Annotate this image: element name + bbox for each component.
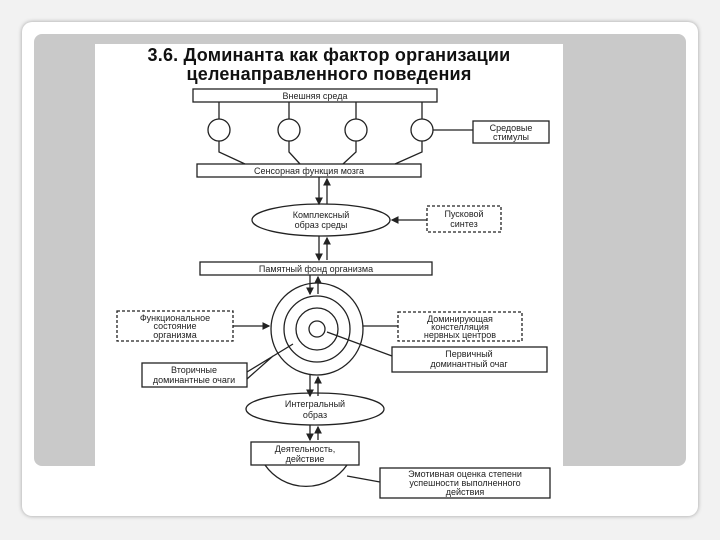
activity-label-2: действие bbox=[285, 454, 325, 464]
dominant-label-3: нервных центров bbox=[423, 330, 497, 340]
functional-label-2: состояние bbox=[153, 321, 197, 331]
dominant-core bbox=[309, 321, 325, 337]
memory-label: Памятный фонд организма bbox=[258, 264, 374, 274]
integral-image-ellipse bbox=[246, 393, 384, 425]
activity-label-1: Деятельность, bbox=[274, 444, 336, 454]
complex-image-label-2: образ среды bbox=[294, 220, 348, 230]
stimuli-label-2: стимулы bbox=[493, 132, 529, 142]
complex-image-label-1: Комплексный bbox=[292, 210, 350, 220]
functional-label-1: Функциональное bbox=[139, 313, 211, 323]
integral-label-2: образ bbox=[302, 410, 328, 420]
external-env-label: Внешняя среда bbox=[282, 91, 348, 101]
stimulus-circle-4 bbox=[411, 119, 433, 141]
dominant-diagram bbox=[95, 44, 563, 497]
emotion-label-3: действия bbox=[445, 487, 485, 497]
dominant-ring-3 bbox=[296, 308, 338, 350]
stimuli-label-1: Средовые bbox=[489, 123, 533, 133]
stimulus-circle-3 bbox=[345, 119, 367, 141]
dominant-label-2: констелляция bbox=[431, 322, 489, 332]
primary-label-1: Первичный bbox=[445, 349, 493, 359]
title-line-1: 3.6. Доминанта как фактор организации bbox=[147, 45, 511, 65]
secondary-label-2: доминантные очаги bbox=[152, 375, 236, 385]
sensory-label: Сенсорная функция мозга bbox=[253, 166, 365, 176]
dominant-ring-2 bbox=[284, 296, 350, 362]
dominant-label-1: Доминирующая bbox=[427, 314, 493, 324]
secondary-label-1: Вторичные bbox=[171, 365, 217, 375]
primary-label-2: доминантный очаг bbox=[430, 359, 508, 369]
slide-frame bbox=[22, 22, 698, 516]
title-line-2: целенаправленного поведения bbox=[186, 64, 472, 84]
stimulus-circle-1 bbox=[208, 119, 230, 141]
integral-label-1: Интегральный bbox=[284, 399, 346, 409]
emotion-label-1: Эмотивная оценка степени bbox=[408, 469, 522, 479]
feedback-arc bbox=[265, 465, 347, 486]
emotion-label-2: успешности выполненного bbox=[409, 478, 521, 488]
stimulus-circle-2 bbox=[278, 119, 300, 141]
dominant-outer-circle bbox=[271, 283, 363, 375]
slide-content bbox=[95, 44, 563, 497]
synthesis-label-1: Пусковой bbox=[444, 209, 484, 219]
functional-label-3: организма bbox=[153, 330, 197, 340]
synthesis-label-2: синтез bbox=[450, 219, 478, 229]
